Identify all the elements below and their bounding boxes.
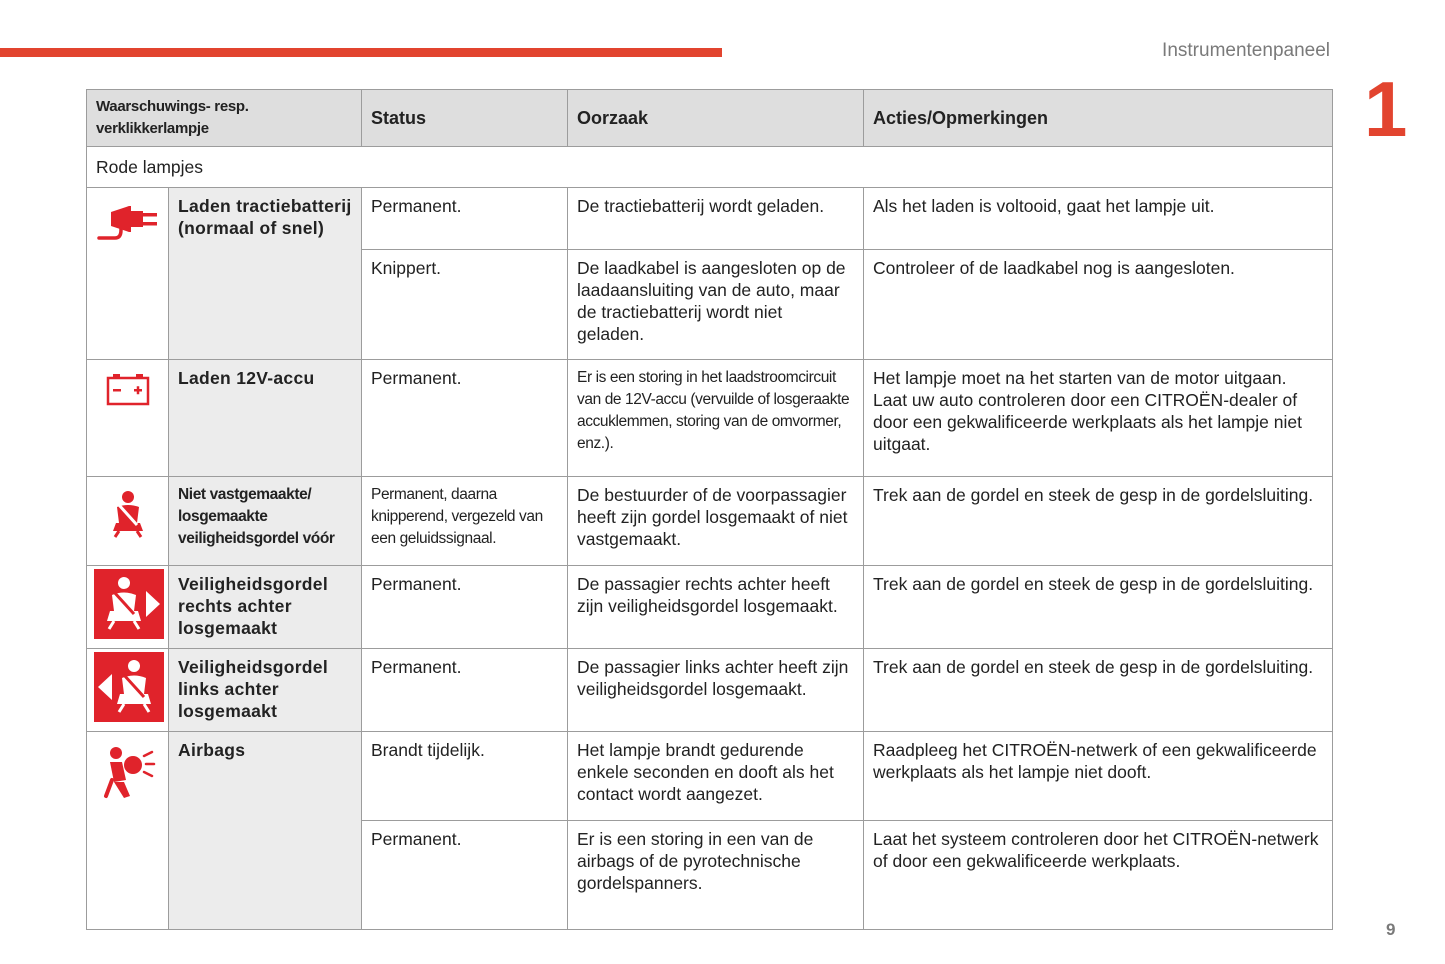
column-header-lamp: Waarschuwings- resp. verklikkerlampje xyxy=(87,90,362,147)
action-cell: Trek aan de gordel en steek de gesp in de gordelsluiting. xyxy=(864,649,1333,732)
warning-lights-table xyxy=(86,89,1333,930)
status-cell: Permanent, daarna knipperend, vergezeld van een geluidssignaal. xyxy=(362,477,568,566)
cause-cell: Het lampje brandt gedurende enkele seconden en dooft als het contact wordt aangezet. xyxy=(568,732,864,821)
table-row xyxy=(87,360,1333,477)
cause-cell: De bestuurder of de voorpassagier heeft zijn gordel losgemaakt of niet vastgemaakt. xyxy=(568,477,864,566)
table-row xyxy=(87,649,1333,732)
lamp-icon-cell xyxy=(87,477,169,566)
lamp-name: Laden 12V-accu xyxy=(169,360,362,477)
action-cell: Controleer of de laadkabel nog is aangesloten. xyxy=(864,250,1333,360)
lamp-name: Niet vastgemaakte/ losgemaakte veiligheidsgordel vóór xyxy=(169,477,362,566)
cause-cell: Er is een storing in het laadstroomcircuit van de 12V-accu (vervuilde of losgeraakte accuklemmen, storing van de omvormer, enz.). xyxy=(568,360,864,477)
charging-plug-icon xyxy=(95,200,161,244)
status-cell: Knippert. xyxy=(362,250,568,360)
status-cell: Permanent. xyxy=(362,188,568,250)
action-cell: Als het laden is voltooid, gaat het lampje uit. xyxy=(864,188,1333,250)
action-cell: Trek aan de gordel en steek de gesp in de gordelsluiting. xyxy=(864,566,1333,649)
cause-cell: De passagier links achter heeft zijn veiligheidsgordel losgemaakt. xyxy=(568,649,864,732)
cause-cell: De passagier rechts achter heeft zijn veiligheidsgordel losgemaakt. xyxy=(568,566,864,649)
airbag-icon xyxy=(100,744,156,800)
table-row xyxy=(87,188,1333,250)
header-accent-bar xyxy=(0,48,722,57)
table-row xyxy=(87,477,1333,566)
action-cell: Raadpleeg het CITROËN-netwerk of een gekwalificeerde werkplaats als het lampje niet dooft. xyxy=(864,732,1333,821)
status-cell: Permanent. xyxy=(362,566,568,649)
cause-cell: De tractiebatterij wordt geladen. xyxy=(568,188,864,250)
lamp-name: Airbags xyxy=(169,732,362,930)
status-cell: Permanent. xyxy=(362,360,568,477)
chapter-number: 1 xyxy=(1364,65,1408,153)
seatbelt-icon xyxy=(107,489,149,539)
status-cell: Permanent. xyxy=(362,821,568,930)
lamp-icon-cell xyxy=(87,732,169,930)
column-header-actions: Acties/Opmerkingen xyxy=(864,90,1333,147)
group-label: Rode lampjes xyxy=(87,147,1333,188)
status-cell: Permanent. xyxy=(362,649,568,732)
section-title: Instrumentenpaneel xyxy=(1162,40,1330,61)
page-number: 9 xyxy=(1386,920,1396,939)
lamp-name: Veiligheidsgordel links achter losgemaakt xyxy=(169,649,362,732)
cause-cell: Er is een storing in een van de airbags of de pyrotechnische gordelspanners. xyxy=(568,821,864,930)
table-header-row xyxy=(87,90,1333,147)
seatbelt-rear-left-icon xyxy=(94,652,164,722)
action-cell: Laat het systeem controleren door het CITROËN-netwerk of door een gekwalificeerde werkplaats. xyxy=(864,821,1333,930)
seatbelt-rear-right-icon xyxy=(94,569,164,639)
cause-cell: De laadkabel is aangesloten op de laadaansluiting van de auto, maar de tractiebatterij wordt niet geladen. xyxy=(568,250,864,360)
lamp-icon-cell xyxy=(87,566,169,649)
status-cell: Brandt tijdelijk. xyxy=(362,732,568,821)
lamp-icon-cell xyxy=(87,360,169,477)
lamp-name: Veiligheidsgordel rechts achter losgemaakt xyxy=(169,566,362,649)
action-cell: Het lampje moet na het starten van de motor uitgaan. Laat uw auto controleren door een CITROËN-dealer of door een gekwalificeerde werkplaats als het lampje niet uitgaat. xyxy=(864,360,1333,477)
lamp-name: Laden tractiebatterij (normaal of snel) xyxy=(169,188,362,360)
battery-icon xyxy=(104,372,152,408)
table-row xyxy=(87,732,1333,821)
column-header-cause: Oorzaak xyxy=(568,90,864,147)
table-row xyxy=(87,566,1333,649)
lamp-icon-cell xyxy=(87,649,169,732)
lamp-icon-cell xyxy=(87,188,169,360)
group-row xyxy=(87,147,1333,188)
column-header-status: Status xyxy=(362,90,568,147)
action-cell: Trek aan de gordel en steek de gesp in de gordelsluiting. xyxy=(864,477,1333,566)
